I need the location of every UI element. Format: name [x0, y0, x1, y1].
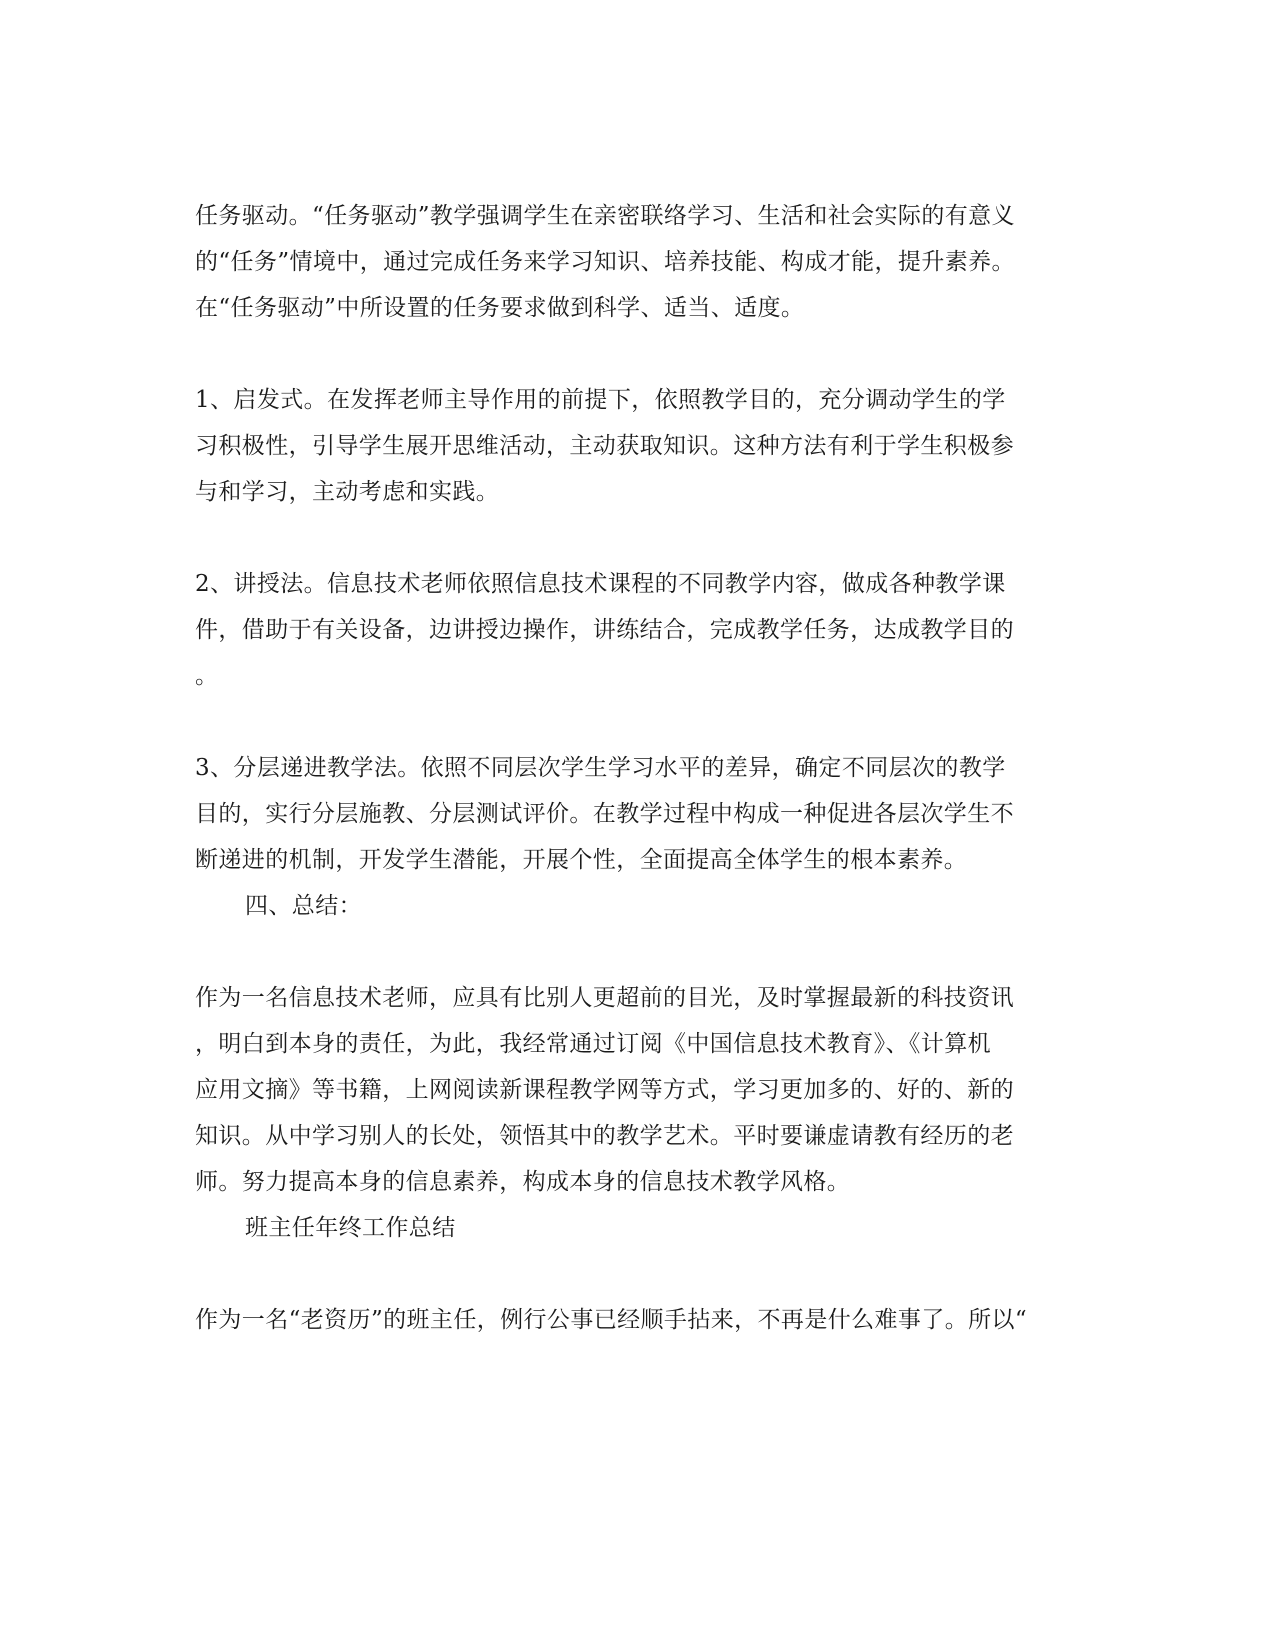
paragraph-line: 习积极性，引导学生展开思维活动，主动获取知识。这种方法有利于学生积极参 — [195, 433, 1014, 459]
paragraph-line: ，明白到本身的责任，为此，我经常通过订阅《中国信息技术教育》、《计算机 — [195, 1031, 991, 1057]
document-title: 班主任年终工作总结 — [245, 1215, 456, 1241]
paragraph-line: 任务驱动。“任务驱动”教学强调学生在亲密联络学习、生活和社会实际的有意义 — [195, 203, 1015, 229]
paragraph-line: 作为一名“老资历”的班主任，例行公事已经顺手拈来，不再是什么难事了。所以“ — [195, 1307, 1028, 1333]
paragraph-line: 。 — [195, 663, 219, 689]
paragraph-line: 3、分层递进教学法。依照不同层次学生学习水平的差异，确定不同层次的教学 — [195, 755, 1006, 781]
paragraph-line: 断递进的机制，开发学生潜能，开展个性，全面提高全体学生的根本素养。 — [195, 847, 968, 873]
paragraph-line: 的“任务”情境中，通过完成任务来学习知识、培养技能、构成才能，提升素养。 — [195, 249, 1015, 275]
paragraph-line: 目的，实行分层施教、分层测试评价。在教学过程中构成一种促进各层次学生不 — [195, 801, 1014, 827]
paragraph-line: 件，借助于有关设备，边讲授边操作，讲练结合，完成教学任务，达成教学目的 — [195, 617, 1014, 643]
paragraph-line: 2、讲授法。信息技术老师依照信息技术课程的不同教学内容，做成各种教学课 — [195, 571, 1006, 597]
paragraph-line: 知识。从中学习别人的长处，领悟其中的教学艺术。平时要谦虚请教有经历的老 — [195, 1123, 1014, 1149]
paragraph-line: 作为一名信息技术老师，应具有比别人更超前的目光，及时掌握最新的科技资讯 — [195, 985, 1014, 1011]
paragraph-line: 在“任务驱动”中所设置的任务要求做到科学、适当、适度。 — [195, 295, 805, 321]
paragraph-line: 1、启发式。在发挥老师主导作用的前提下，依照教学目的，充分调动学生的学 — [195, 387, 1006, 413]
section-heading: 四、总结： — [245, 893, 362, 919]
paragraph-line: 应用文摘》等书籍，上网阅读新课程教学网等方式，学习更加多的、好的、新的 — [195, 1077, 1014, 1103]
paragraph-line: 与和学习，主动考虑和实践。 — [195, 479, 500, 505]
paragraph-line: 师。努力提高本身的信息素养，构成本身的信息技术教学风格。 — [195, 1169, 851, 1195]
